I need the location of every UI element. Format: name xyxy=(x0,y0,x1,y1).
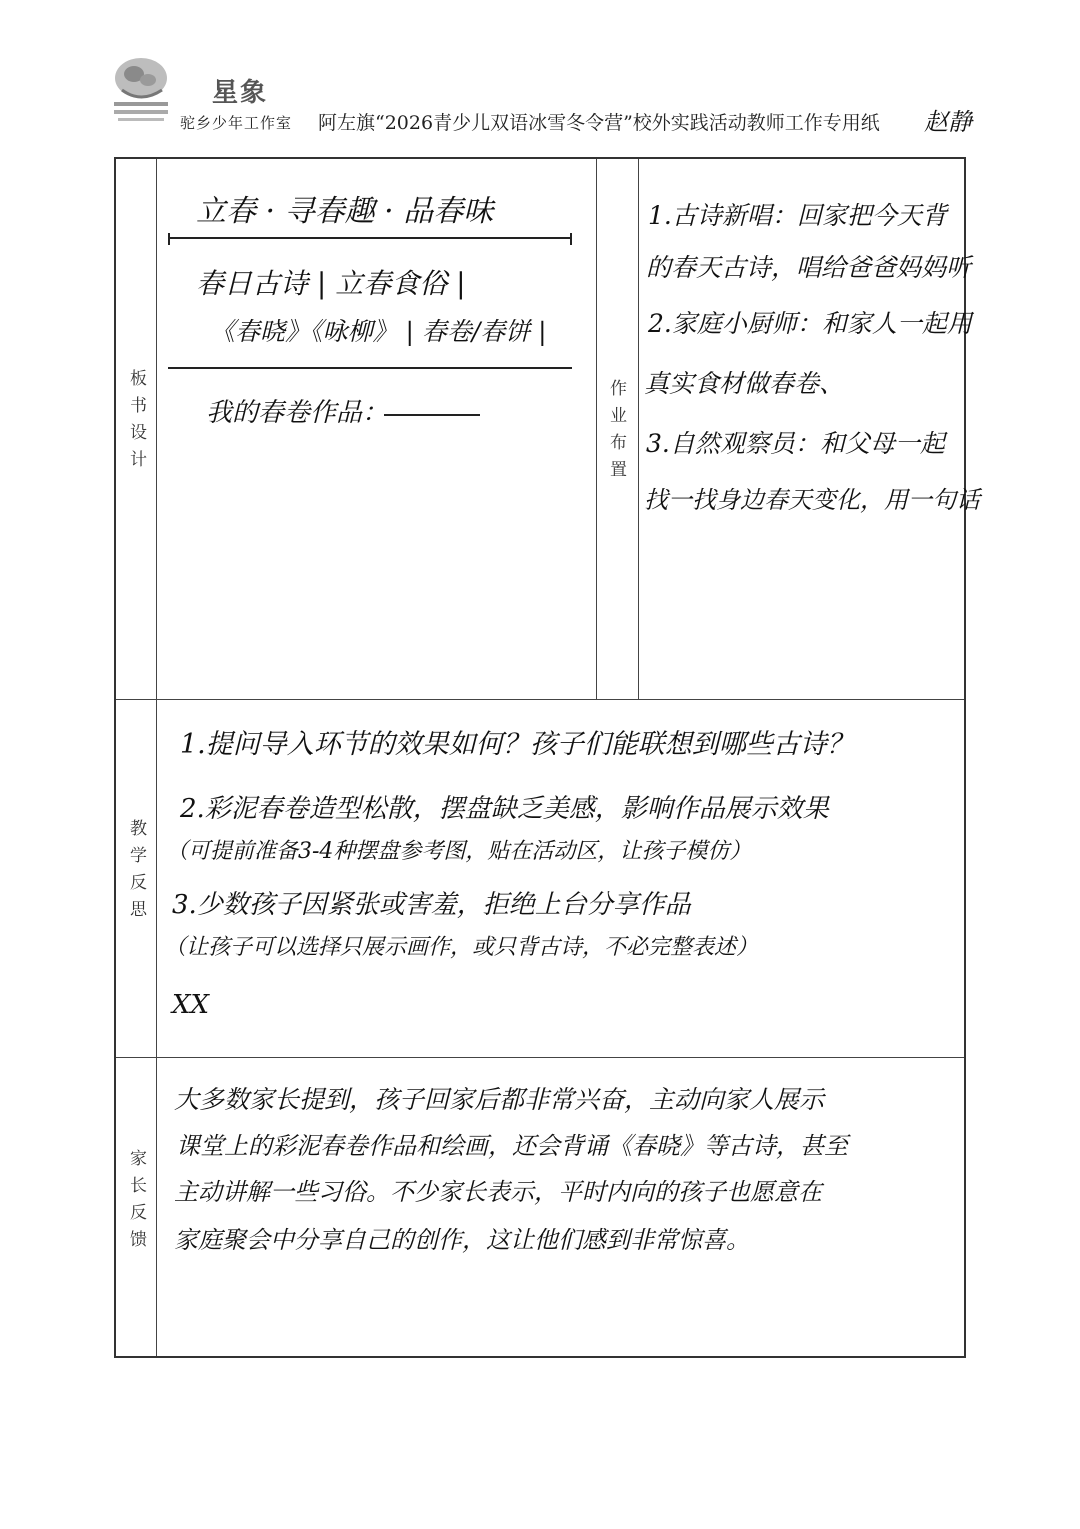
reflection-line: 1.提问导入环节的效果如何？孩子们能联想到哪些古诗？ xyxy=(180,729,854,760)
board-row-2: 《春晓》《咏柳》 | 春卷/春饼 | xyxy=(210,317,547,346)
homework-label: 作业布置 xyxy=(606,379,626,487)
homework-line: 1.古诗新唱：回家把今天背 xyxy=(648,201,947,230)
camel-logo-icon xyxy=(108,52,174,126)
homework-line: 3.自然观察员：和父母一起 xyxy=(646,429,945,458)
board-design-label: 板书设计 xyxy=(126,369,146,477)
row-divider-2 xyxy=(116,1057,964,1058)
feedback-line: 大多数家长提到，孩子回家后都非常兴奋，主动向家人展示 xyxy=(174,1085,825,1114)
page-header xyxy=(0,0,1080,150)
answer-blank-line xyxy=(384,414,480,416)
reflection-line: 3.少数孩子因紧张或害羞，拒绝上台分享作品 xyxy=(172,890,691,920)
reflection-label: 教学反思 xyxy=(126,819,146,927)
homework-line: 真实食材做春卷、 xyxy=(644,369,845,398)
logo-text: 星象 xyxy=(212,78,269,108)
board-my-work: 我的春卷作品： xyxy=(206,398,389,428)
homework-left-divider xyxy=(596,159,597,699)
row-divider-1 xyxy=(116,699,964,700)
reflection-line: XX xyxy=(172,990,210,1020)
page-title: 阿左旗“2026青少儿双语冰雪冬令营”校外实践活动教师工作专用纸 xyxy=(318,112,880,134)
teacher-signature: 赵静 xyxy=(924,108,972,136)
board-bracket-box xyxy=(168,237,572,369)
parent-feedback-label: 家长反馈 xyxy=(126,1149,146,1257)
feedback-line: 主动讲解一些习俗。不少家长表示，平时内向的孩子也愿意在 xyxy=(174,1178,822,1206)
reflection-line: （可提前准备3-4种摆盘参考图，贴在活动区，让孩子模仿） xyxy=(166,839,752,864)
homework-line: 的春天古诗，唱给爸爸妈妈听 xyxy=(646,253,972,282)
label-column-divider xyxy=(156,159,157,1356)
studio-name: 驼乡少年工作室 xyxy=(180,114,293,132)
board-row-1: 春日古诗 | 立春食俗 | xyxy=(196,267,466,300)
homework-line: 2.家庭小厨师：和家人一起用 xyxy=(648,309,972,338)
homework-right-divider xyxy=(638,159,639,699)
feedback-line: 家庭聚会中分享自己的创作，这让他们感到非常惊喜。 xyxy=(174,1226,750,1254)
feedback-line: 课堂上的彩泥春卷作品和绘画，还会背诵《春晓》等古诗，甚至 xyxy=(176,1132,848,1160)
homework-line: 找一找身边春天变化，用一句话 xyxy=(644,486,980,514)
reflection-line: （让孩子可以选择只展示画作，或只背古诗，不必完整表述） xyxy=(164,935,759,960)
board-title: 立春 · 寻春趣 · 品春味 xyxy=(196,194,494,229)
reflection-line: 2.彩泥春卷造型松散，摆盘缺乏美感，影响作品展示效果 xyxy=(180,794,829,824)
